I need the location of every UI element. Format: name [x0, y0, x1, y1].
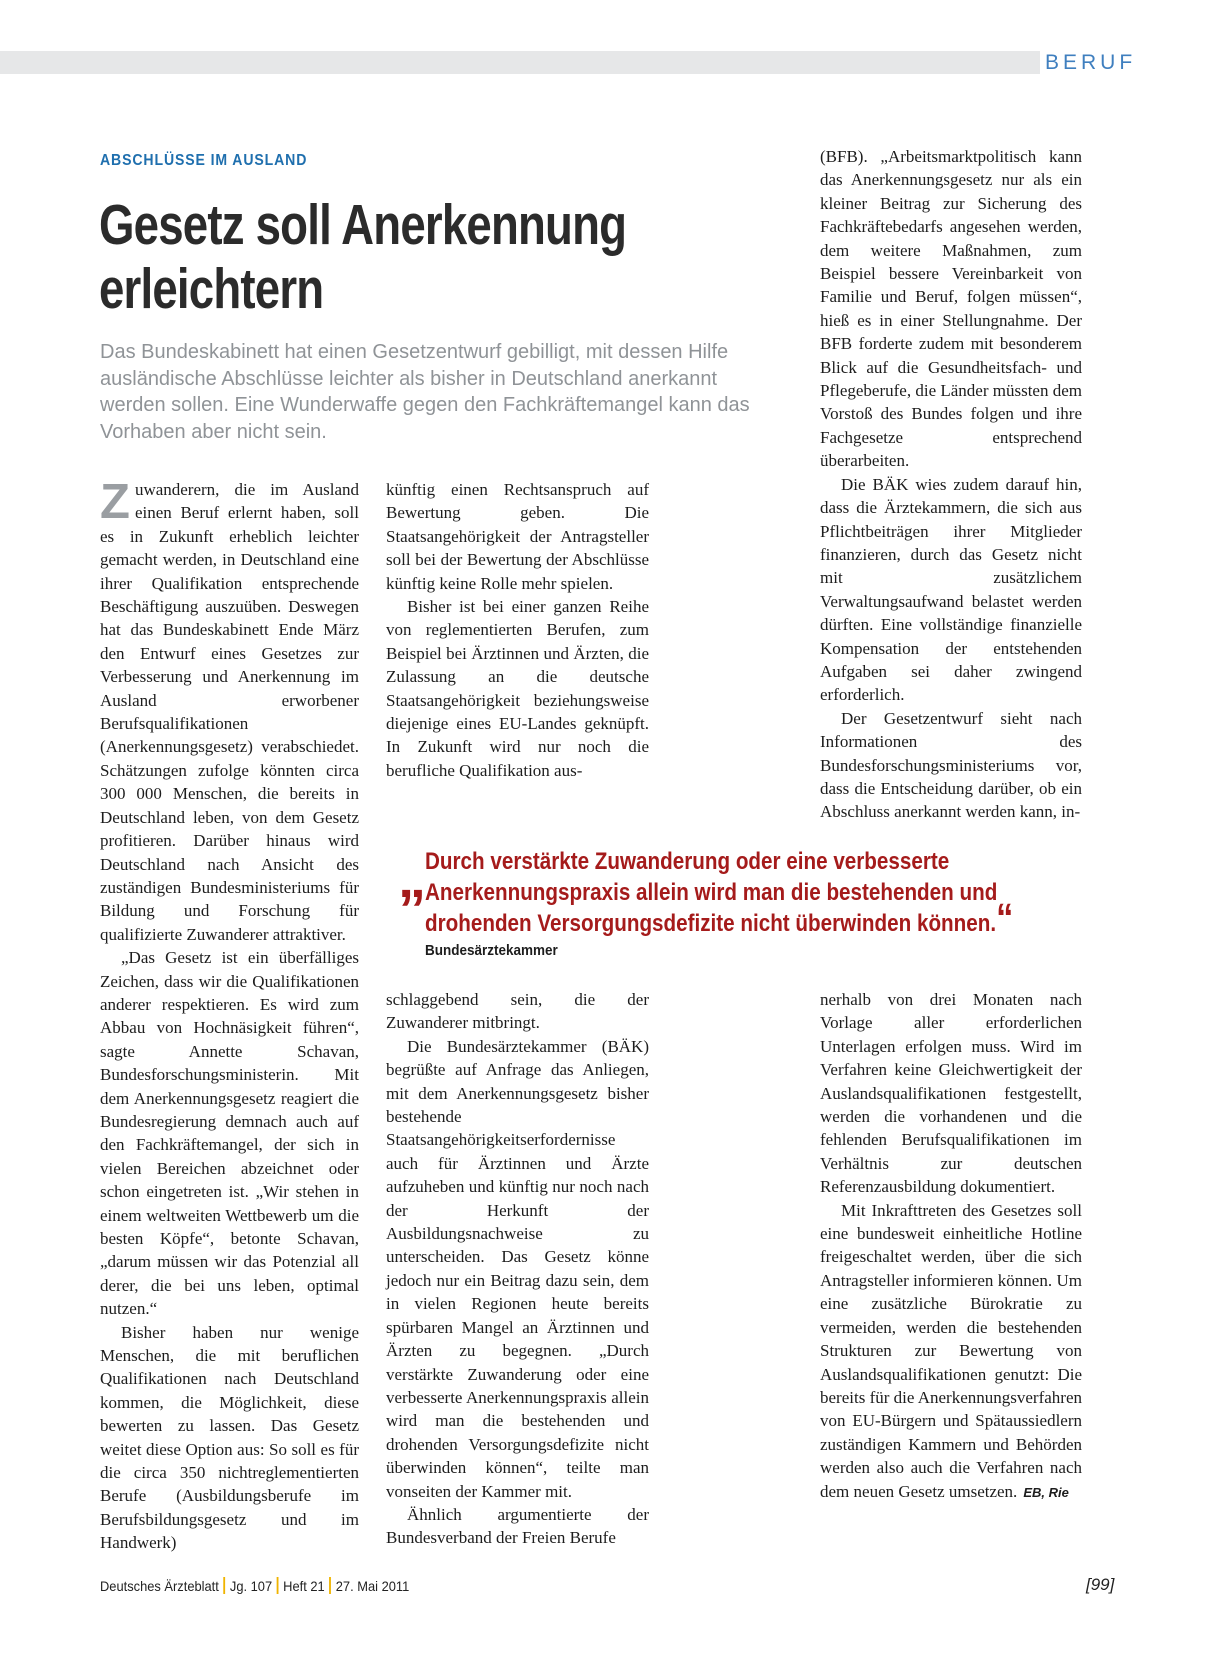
- issue-date: 27. Mai 2011: [335, 1578, 410, 1594]
- paragraph: Bisher ist bei einer ganzen Reihe von reglementierten Berufen, zum Beispiel bei Ärztinnen und Ärzten, die Zulassung an die deutsche Staatsangehörigkeit beziehungsweise diejenige eines EU-Landes geknüpft. In Zukunft wird nur noch die berufliche Qualifikation aus-: [386, 597, 649, 780]
- quote-source: Bundesärztekammer: [425, 942, 558, 959]
- paragraph: Bisher haben nur wenige Menschen, die mit beruflichen Qualifikationen nach Deutschland kommen, die Möglichkeit, diese bewerten zu lassen. Das Gesetz weitet diese Option aus: So soll es für die circa 350 nichtreglementierten Berufe (Ausbildungsberufe im Berufsbildungsgesetz und im Handwerk): [100, 1322, 359, 1553]
- quote-open-mark: „: [398, 846, 426, 909]
- paragraph: künftig einen Rechtsanspruch auf Bewertung geben. Die Staatsangehörigkeit der Antragsteller soll bei der Bewertung der Abschlüsse künftig keine Rolle mehr spielen.: [386, 480, 649, 593]
- paragraph: (BFB). „Arbeitsmarktpolitisch kann das Anerkennungsgesetz nur als ein kleiner Beitrag zur Sicherung des Fachkräftebedarfs angesehen werden, dem weitere Maßnahmen, zum Beispiel bessere Vereinbarkeit von Familie und Beruf, folgen müssen“, hieß es in einer Stellungnahme. Der BFB forderte zudem mit besonderem Blick auf die Gesundheitsfach- und Pflegeberufe, die Länder müssten dem Vorstoß des Bundes folgen und ihre Fachgesetze entsprechend überarbeiten.: [820, 147, 1082, 471]
- column-2-top: [386, 478, 649, 782]
- paragraph: „Das Gesetz ist ein überfälliges Zeichen, dass wir die Qualifikationen anderer respektieren. Es wird zum Abbau von Hochnäsigkeit führen“, sagte Annette Schavan, Bundesforschungsministerin. Mit dem Anerkennungsgesetz reagiert die Bundesregierung demnach auch auf den Fachkräftemangel, der sich in vielen Bereichen abzeichnet oder schon eingetreten ist. „Wir stehen in einem weltweiten Wettbewerb um die besten Köpfe“, betonte Schavan, „darum müssen wir das Potenzial all derer, die bei uns leben, optimal nutzen.“: [100, 948, 359, 1319]
- issue: Heft 21: [283, 1578, 325, 1594]
- footer-separator: [223, 1577, 225, 1594]
- paragraph: Die BÄK wies zudem darauf hin, dass die Ärztekammern, die sich aus Pflichtbeiträgen ihrer Mitglieder finanzieren, durch das Gesetz nicht mit zusätzlichem Verwaltungsaufwand belastet werden dürften. Eine vollständige finanzielle Kompensation der entstehenden Aufgaben sei daher zwingend erforderlich.: [820, 474, 1082, 705]
- paragraph: Der Gesetzentwurf sieht nach Informationen des Bundesforschungsministeriums vor, dass die Entscheidung darüber, ob ein Abschluss anerkannt werden kann, in-: [820, 708, 1082, 822]
- paragraph: [820, 1199, 1082, 1504]
- volume: Jg. 107: [229, 1578, 273, 1594]
- paragraph-text: uwanderern, die im Ausland einen Beruf erlernt haben, soll es in Zukunft erheblich leichter gemacht werden, in Deutschland eine ihrer Qualifikation entsprechende Beschäftigung auszuüben. Deswegen hat das Bundeskabinett Ende März den Entwurf eines Gesetzes zur Verbesserung und Anerkennung im Ausland erworbener Berufsqualifikationen (Anerkennungsgesetz) verabschiedet. Schätzungen zufolge könnten circa 300 000 Menschen, die bereits in Deutschland leben, von dem Gesetz profitieren. Darüber hinaus wird Deutschland nach Ansicht des zuständigen Bundesministeriums für Bildung und Forschung für qualifizierte Zuwanderer attraktiver.: [100, 480, 359, 944]
- article-headline: Gesetz soll Anerkennung erleichtern: [99, 193, 627, 321]
- article-lead: Das Bundeskabinett hat einen Gesetzentwurf gebilligt, mit dessen Hilfe ausländische Abschlüsse leichter als bisher in Deutschland anerkannt werden sollen. Eine Wunderwaffe gegen den Fachkräftemangel kann das Vorhaben aber nicht sein.: [100, 341, 750, 443]
- column-3-bottom: [820, 988, 1082, 1504]
- footer-separator: [277, 1577, 279, 1594]
- section-label: BERUF: [1040, 46, 1223, 80]
- quote-body: Durch verstärkte Zuwanderung oder eine verbesserte Anerkennungspraxis allein wird man die bestehenden und drohenden Versorgungsdefizite nicht überwinden können.: [425, 848, 998, 937]
- publication-name: Deutsches Ärzteblatt: [100, 1578, 219, 1594]
- footer-separator: [329, 1577, 331, 1594]
- column-3-top: [820, 145, 1082, 824]
- column-2-bottom: [386, 988, 649, 1550]
- quote-close-mark: “: [996, 896, 1014, 940]
- paragraph-text: Mit Inkrafttreten des Gesetzes soll eine bundesweit einheitliche Hotline freigeschaltet werden, über die sich Antragsteller informieren können. Um eine zusätzliche Bürokratie zu vermeiden, werden die bestehenden Strukturen zur Bewertung von Auslandsqualifikationen genutzt: Die bereits für die Anerkennungsverfahren von EU-Bürgern und Spätaussiedlern zuständigen Kammern und Behörden werden also auch die Verfahren nach dem neuen Gesetz umsetzen.: [820, 1200, 1082, 1501]
- paragraph: Ähnlich argumentierte der Bundesverband der Freien Berufe: [386, 1504, 649, 1548]
- column-1: [100, 475, 359, 1555]
- article-kicker: ABSCHLÜSSE IM AUSLAND: [100, 152, 308, 169]
- page-number: [99]: [1086, 1575, 1115, 1594]
- paragraph: nerhalb von drei Monaten nach Vorlage aller erforderlichen Unterlagen erfolgen muss. Wird im Verfahren keine Gleichwertigkeit der Auslandsqualifikationen festgestellt, werden die vorhandenen und die fehlenden Berufsqualifikationen im Verhältnis zur deutschen Referenzausbildung dokumentiert.: [820, 990, 1082, 1197]
- author-initials: EB, Rie: [1023, 1484, 1069, 1500]
- pull-quote-text: [425, 846, 1027, 939]
- drop-cap: Z: [100, 475, 130, 529]
- paragraph: [100, 475, 359, 946]
- paragraph: schlaggebend sein, die der Zuwanderer mitbringt.: [386, 990, 649, 1033]
- footer: [100, 1577, 409, 1594]
- paragraph: Die Bundesärztekammer (BÄK) begrüßte auf Anfrage das Anliegen, mit dem Anerkennungsgesetz bisher bestehende Staatsangehörigkeitserfordernisse auch für Ärztinnen und Ärzte aufzuheben und künftig nur noch nach der Herkunft der Ausbildungsnachweise zu unterscheiden. Das Gesetz könne jedoch nur ein Beitrag dazu sein, dem in vielen Regionen heute bereits spürbaren Mangel an Ärztinnen und Ärzten zu begegnen. „Durch verstärkte Zuwanderung oder eine verbesserte Anerkennungspraxis allein wird man die bestehenden und drohenden Versorgungsdefizite nicht überwinden können“, teilte man vonseiten der Kammer mit.: [386, 1036, 649, 1501]
